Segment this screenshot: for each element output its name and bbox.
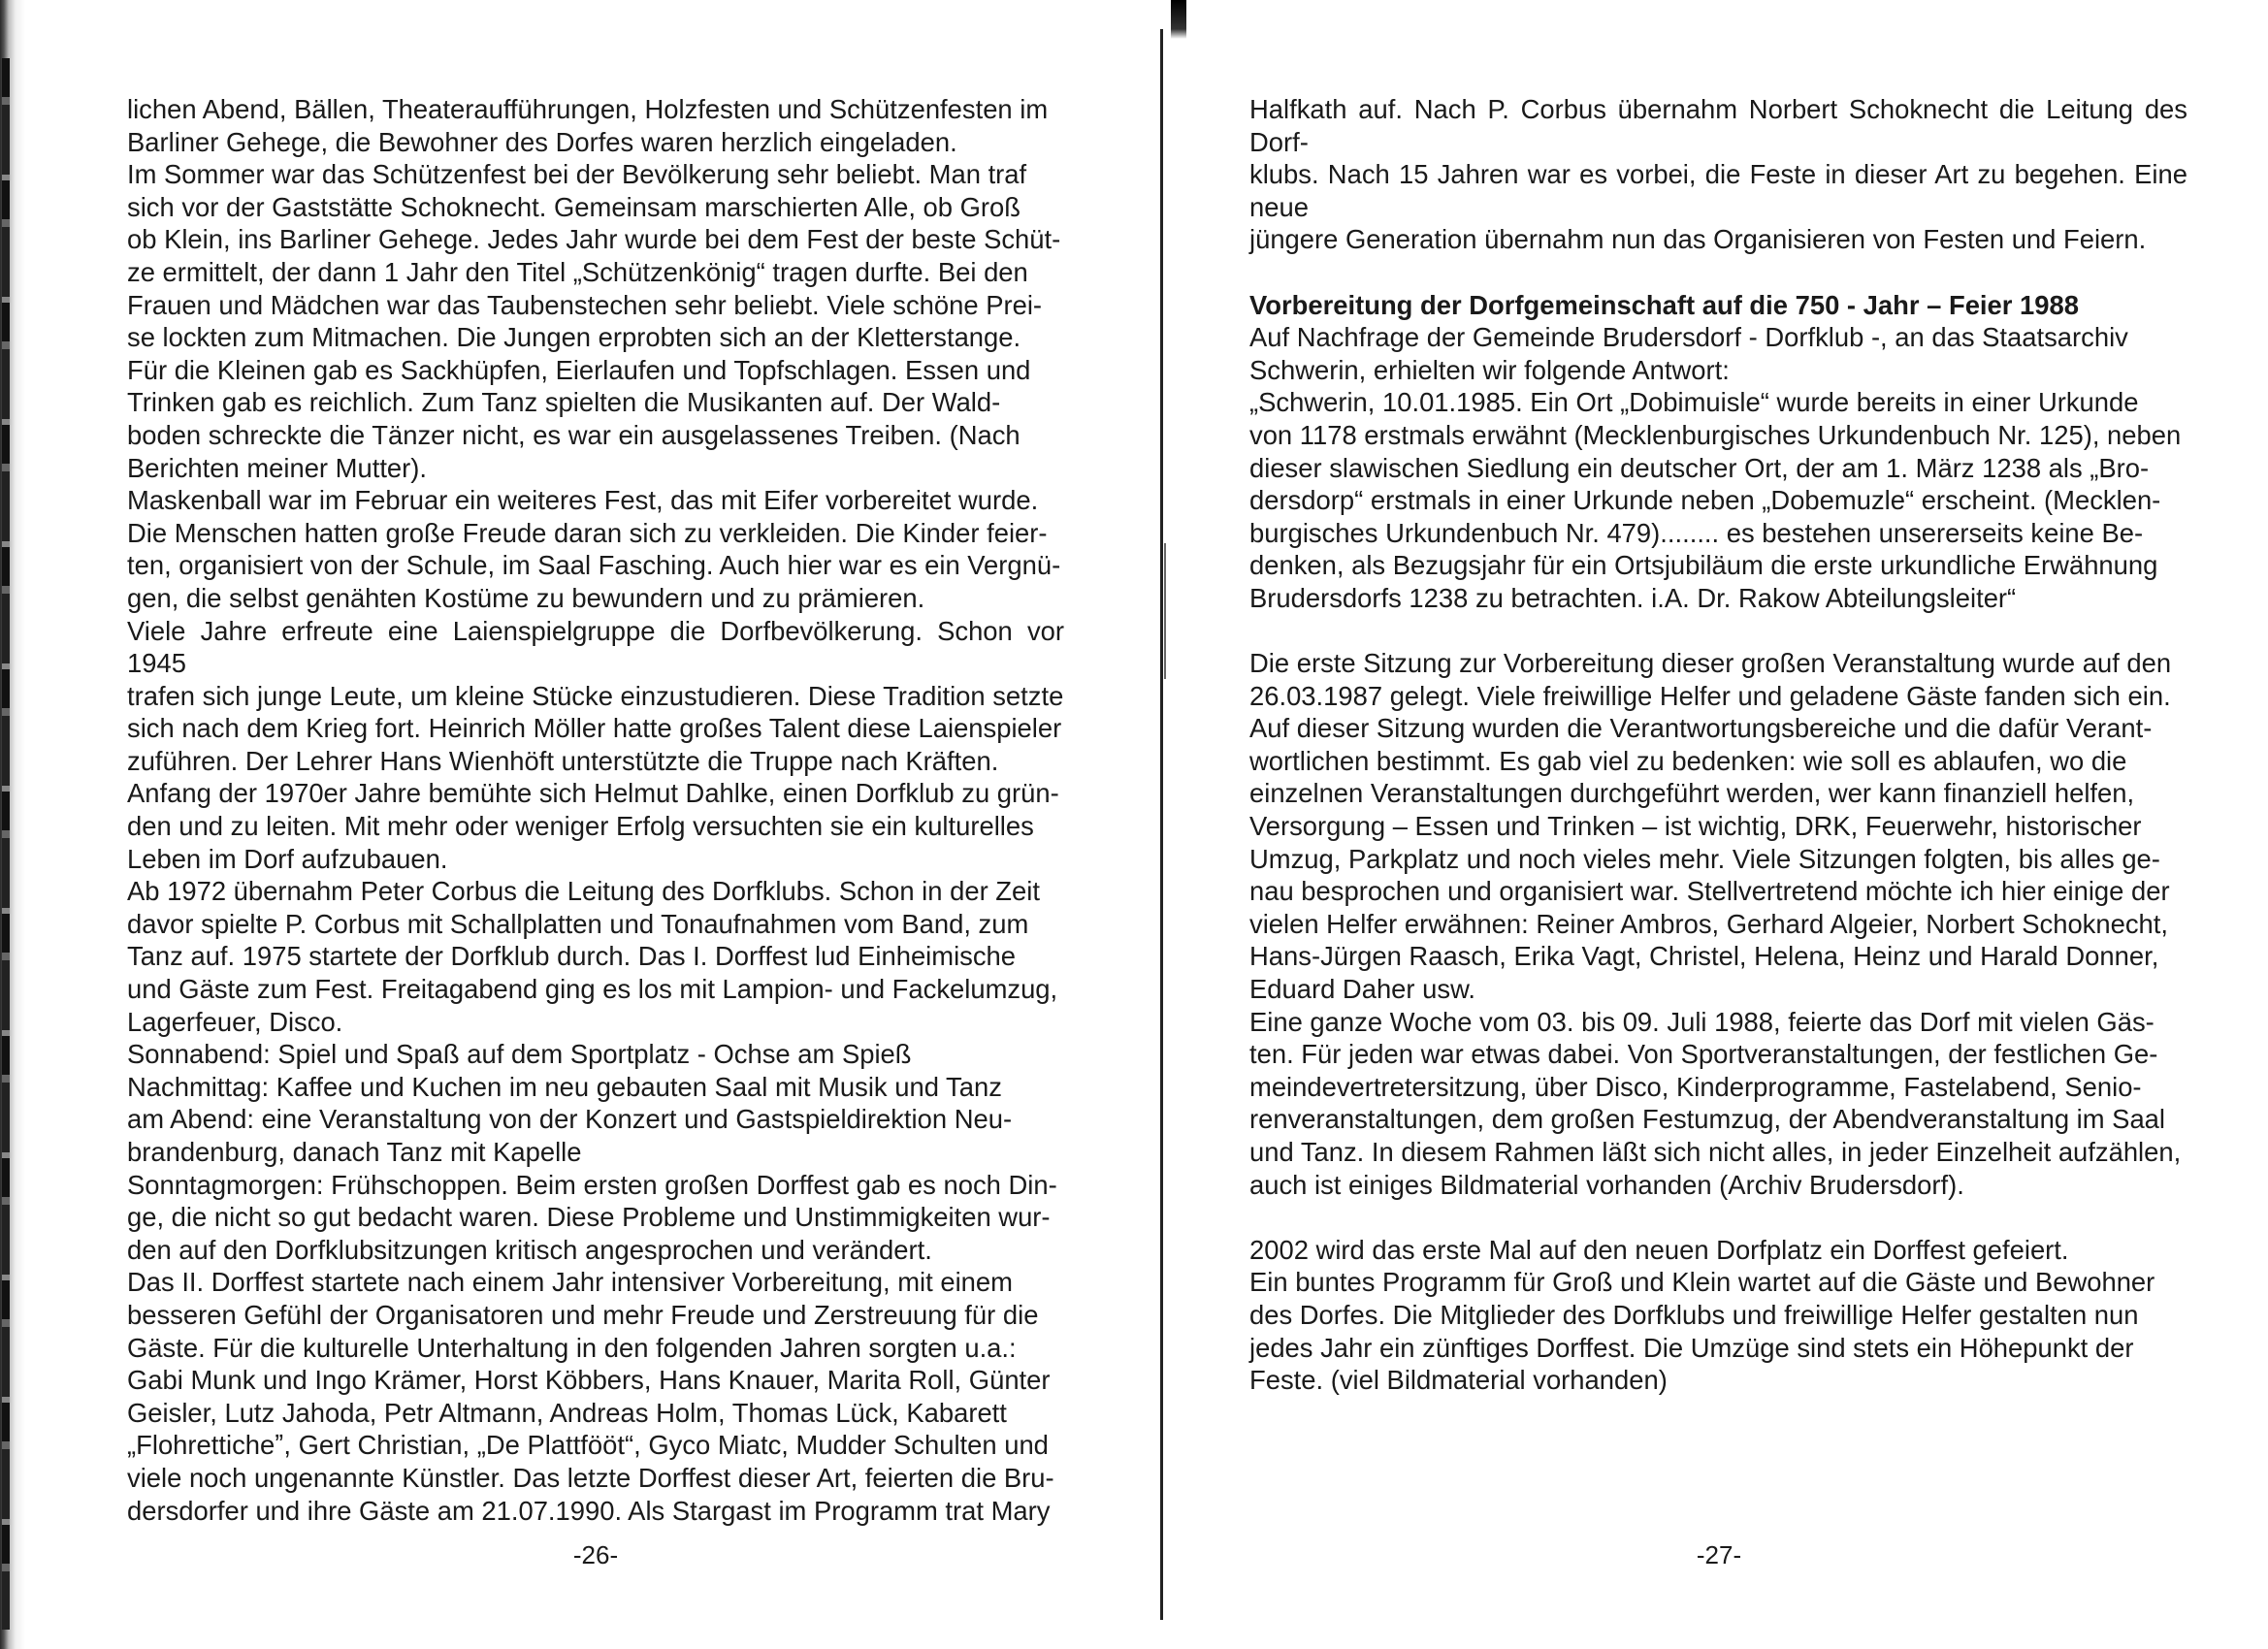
text-line: den und zu leiten. Mit mehr oder weniger Erfolg versuchten sie ein kulturelles xyxy=(127,811,1034,842)
left-page-body xyxy=(127,93,1064,1527)
text-line: Viele Jahre erfreute eine Laienspielgruppe die Dorfbevölkerung. Schon vor 1945 xyxy=(127,615,1064,679)
text-line: Umzug, Parkplatz und noch vieles mehr. Viele Sitzungen folgten, bis alles ge- xyxy=(1249,843,2160,874)
paragraph-gap xyxy=(1249,1201,2187,1234)
text-line: Auf dieser Sitzung wurden die Verantwortungsbereiche und die dafür Verant- xyxy=(1249,713,2153,744)
text-line: am Abend: eine Veranstaltung von der Konzert und Gastspieldirektion Neu- xyxy=(127,1104,1013,1135)
text-line: gen, die selbst genähten Kostüme zu bewundern und zu prämieren. xyxy=(127,582,925,613)
page-number: -27- xyxy=(1696,1540,1742,1569)
text-line: Sonnabend: Spiel und Spaß auf dem Sportplatz - Ochse am Spieß xyxy=(127,1039,912,1070)
text-line: und Tanz. In diesem Rahmen läßt sich nicht alles, in jeder Einzelheit aufzählen, xyxy=(1249,1137,2182,1167)
text-line: Eine ganze Woche vom 03. bis 09. Juli 1988, feierte das Dorf mit vielen Gäs- xyxy=(1249,1006,2155,1037)
text-line: sich vor der Gaststätte Schoknecht. Gemeinsam marschierten Alle, ob Groß xyxy=(127,191,1021,222)
text-line: Nachmittag: Kaffee und Kuchen im neu gebauten Saal mit Musik und Tanz xyxy=(127,1071,1002,1102)
text-line: boden schreckte die Tänzer nicht, es war ein ausgelassenes Treiben. (Nach xyxy=(127,419,1021,450)
text-line: auch ist einiges Bildmaterial vorhanden (Archiv Brudersdorf). xyxy=(1249,1169,1964,1200)
text-line: Für die Kleinen gab es Sackhüpfen, Eierlaufen und Topfschlagen. Essen und xyxy=(127,354,1031,385)
text-line: Berichten meiner Mutter). xyxy=(127,452,428,483)
text-line: trafen sich junge Leute, um kleine Stücke einzustudieren. Diese Tradition setzte xyxy=(127,680,1064,711)
text-line: Das II. Dorffest startete nach einem Jahr intensiver Vorbereitung, mit einem xyxy=(127,1267,1013,1298)
page-number: -26- xyxy=(572,1540,619,1569)
text-line: ge, die nicht so gut bedacht waren. Diese Probleme und Unstimmigkeiten wur- xyxy=(127,1202,1051,1233)
text-line: sich nach dem Krieg fort. Heinrich Möller hatte großes Talent diese Laienspieler xyxy=(127,713,1062,744)
text-line: klubs. Nach 15 Jahren war es vorbei, die Feste in dieser Art zu begehen. Eine neue xyxy=(1249,159,2187,222)
text-line: Auf Nachfrage der Gemeinde Brudersdorf - Dorfklub -, an das Staatsarchiv xyxy=(1249,322,2128,353)
text-line: 26.03.1987 gelegt. Viele freiwillige Helfer und geladene Gäste fanden sich ein. xyxy=(1249,680,2171,711)
text-line: einzelnen Veranstaltungen durchgeführt werden, wer kann finanziell helfen, xyxy=(1249,778,2135,809)
text-line: Hans-Jürgen Raasch, Erika Vagt, Christel, Helena, Heinz und Harald Donner, xyxy=(1249,941,2159,972)
text-line: Brudersdorfs 1238 zu betrachten. i.A. Dr. Rakow Abteilungsleiter“ xyxy=(1249,582,2017,613)
text-line: Frauen und Mädchen war das Taubenstechen sehr beliebt. Viele schöne Prei- xyxy=(127,289,1043,320)
text-line: burgisches Urkundenbuch Nr. 479)........ es bestehen unsererseits keine Be- xyxy=(1249,517,2144,548)
text-line: Geisler, Lutz Jahoda, Petr Altmann, Andreas Holm, Thomas Lück, Kabarett xyxy=(127,1397,1007,1428)
text-line: Gabi Munk und Ingo Krämer, Horst Köbbers, Hans Knauer, Marita Roll, Günter xyxy=(127,1365,1051,1396)
text-line: Die Menschen hatten große Freude daran sich zu verkleiden. Die Kinder feier- xyxy=(127,517,1048,548)
text-line: Eduard Daher usw. xyxy=(1249,974,1475,1005)
text-line: Feste. (viel Bildmaterial vorhanden) xyxy=(1249,1365,1668,1396)
text-line: „Flohretticheˮ, Gert Christian, „De Plattfööt“, Gyco Miatc, Mudder Schulten und xyxy=(127,1430,1049,1461)
text-line: den auf den Dorfklubsitzungen kritisch angesprochen und verändert. xyxy=(127,1234,932,1265)
text-line: jüngere Generation übernahm nun das Organisieren von Festen und Feiern. xyxy=(1249,224,2147,255)
paragraph-gap xyxy=(1249,256,2187,289)
text-line: renveranstaltungen, dem großen Festumzug, der Abendveranstaltung im Saal xyxy=(1249,1104,2166,1135)
scan-edge-binding xyxy=(2,58,10,1630)
section-heading: Vorbereitung der Dorfgemeinschaft auf die 750 - Jahr – Feier 1988 xyxy=(1249,289,2079,320)
paragraph-gap xyxy=(1249,615,2187,648)
text-line: „Schwerin, 10.01.1985. Ein Ort „Dobimuisle“ wurde bereits in einer Urkunde xyxy=(1249,387,2139,418)
text-line: wortlichen bestimmt. Es gab viel zu bedenken: wie soll es ablaufen, wo die xyxy=(1249,745,2127,776)
text-line: Tanz auf. 1975 startete der Dorfklub durch. Das I. Dorffest lud Einheimische xyxy=(127,941,1017,972)
right-page-body xyxy=(1249,93,2187,1397)
text-line: Gäste. Für die kulturelle Unterhaltung in den folgenden Jahren sorgten u.a.: xyxy=(127,1332,1017,1363)
text-line: viele noch ungenannte Künstler. Das letzte Dorffest dieser Art, feierten die Bru- xyxy=(127,1462,1054,1493)
gutter-line xyxy=(1160,29,1163,1620)
text-line: nau besprochen und organisiert war. Stellvertretend möchte ich hier einige der xyxy=(1249,876,2170,907)
text-line: Lagerfeuer, Disco. xyxy=(127,1006,343,1037)
text-line: und Gäste zum Fest. Freitagabend ging es los mit Lampion- und Fackelumzug, xyxy=(127,974,1058,1005)
text-line: se lockten zum Mitmachen. Die Jungen erprobten sich an der Kletterstange. xyxy=(127,322,1021,353)
text-line: Versorgung – Essen und Trinken – ist wichtig, DRK, Feuerwehr, historischer xyxy=(1249,811,2142,842)
text-line: besseren Gefühl der Organisatoren und mehr Freude und Zerstreuung für die xyxy=(127,1299,1039,1330)
text-line: Ab 1972 übernahm Peter Corbus die Leitung des Dorfklubs. Schon in der Zeit xyxy=(127,876,1040,907)
text-line: vielen Helfer erwähnen: Reiner Ambros, Gerhard Algeier, Norbert Schoknecht, xyxy=(1249,908,2168,939)
text-line: Barliner Gehege, die Bewohner des Dorfes waren herzlich eingeladen. xyxy=(127,126,957,157)
text-line: des Dorfes. Die Mitglieder des Dorfklubs und freiwillige Helfer gestalten nun xyxy=(1249,1299,2139,1330)
text-line: dersdorp“ erstmals in einer Urkunde neben „Dobemuzle“ erscheint. (Mecklen- xyxy=(1249,485,2161,516)
text-line: Halfkath auf. Nach P. Corbus übernahm Norbert Schoknecht die Leitung des Dorf- xyxy=(1249,94,2187,157)
text-line: Maskenball war im Februar ein weiteres Fest, das mit Eifer vorbereitet wurde. xyxy=(127,485,1039,516)
text-line: meindevertretersitzung, über Disco, Kinderprogramme, Fastelabend, Senio- xyxy=(1249,1071,2142,1102)
gutter-line-mark xyxy=(1164,543,1166,679)
text-line: ten. Für jeden war etwas dabei. Von Sportveranstaltungen, der festlichen Ge- xyxy=(1249,1039,2158,1070)
text-line: brandenburg, danach Tanz mit Kapelle xyxy=(127,1137,582,1167)
gutter-shadow xyxy=(1171,0,1186,39)
text-line: jedes Jahr ein zünftiges Dorffest. Die Umzüge sind stets ein Höhepunkt der xyxy=(1249,1332,2134,1363)
text-line: ze ermittelt, der dann 1 Jahr den Titel „Schützenkönig“ tragen durfte. Bei den xyxy=(127,256,1028,287)
text-line: ten, organisiert von der Schule, im Saal Fasching. Auch hier war es ein Vergnü- xyxy=(127,550,1061,581)
text-line: zuführen. Der Lehrer Hans Wienhöft unterstützte die Truppe nach Kräften. xyxy=(127,745,999,776)
text-line: Ein buntes Programm für Groß und Klein wartet auf die Gäste und Bewohner xyxy=(1249,1267,2155,1298)
text-line: ob Klein, ins Barliner Gehege. Jedes Jahr wurde bei dem Fest der beste Schüt- xyxy=(127,224,1061,255)
text-line: Sonntagmorgen: Frühschoppen. Beim ersten großen Dorffest gab es noch Din- xyxy=(127,1169,1057,1200)
text-line: Leben im Dorf aufzubauen. xyxy=(127,843,448,874)
text-line: denken, als Bezugsjahr für ein Ortsjubiläum die erste urkundliche Erwähnung xyxy=(1249,550,2158,581)
text-line: Die erste Sitzung zur Vorbereitung dieser großen Veranstaltung wurde auf den xyxy=(1249,648,2172,679)
text-line: Schwerin, erhielten wir folgende Antwort: xyxy=(1249,354,1730,385)
text-line: Im Sommer war das Schützenfest bei der Bevölkerung sehr beliebt. Man traf xyxy=(127,159,1027,190)
text-line: 2002 wird das erste Mal auf den neuen Dorfplatz ein Dorffest gefeiert. xyxy=(1249,1234,2069,1265)
text-line: Trinken gab es reichlich. Zum Tanz spielten die Musikanten auf. Der Wald- xyxy=(127,387,1001,418)
text-line: dersdorfer und ihre Gäste am 21.07.1990. Als Stargast im Programm trat Mary xyxy=(127,1495,1051,1526)
text-line: Anfang der 1970er Jahre bemühte sich Helmut Dahlke, einen Dorfklub zu grün- xyxy=(127,778,1059,809)
text-line: lichen Abend, Bällen, Theateraufführungen, Holzfesten und Schützenfesten im xyxy=(127,94,1049,124)
text-line: von 1178 erstmals erwähnt (Mecklenburgisches Urkundenbuch Nr. 125), neben xyxy=(1249,419,2182,450)
text-line: dieser slawischen Siedlung ein deutscher Ort, der am 1. März 1238 als „Bro- xyxy=(1249,452,2150,483)
text-line: davor spielte P. Corbus mit Schallplatten und Tonaufnahmen vom Band, zum xyxy=(127,908,1029,939)
